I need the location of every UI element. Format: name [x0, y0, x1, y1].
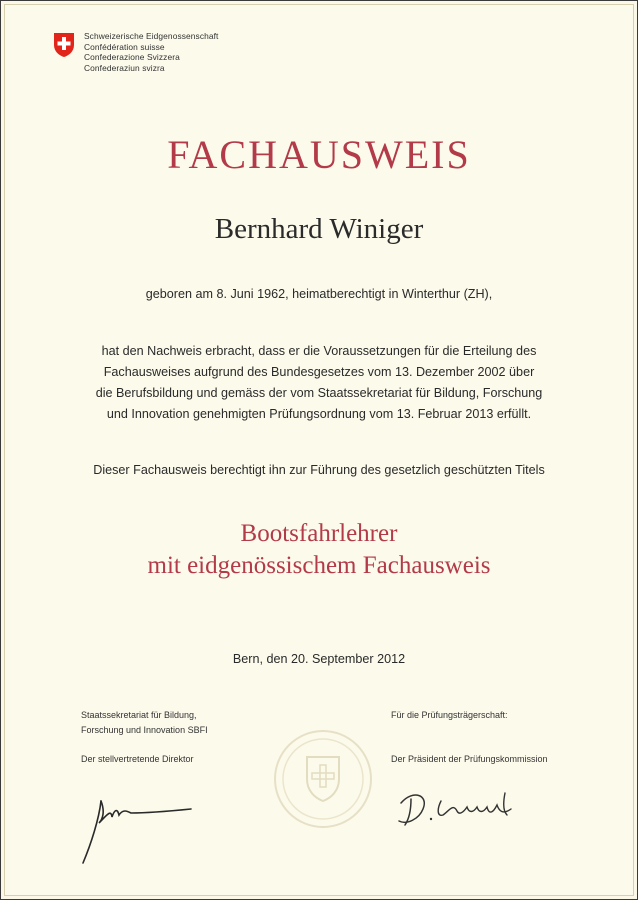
left-org-line: Staatssekretariat für Bildung, — [81, 710, 197, 720]
degree-title-line: Bootsfahrlehrer — [240, 520, 398, 547]
proof-line: die Berufsbildung und gemäss der vom Staatssekretariat für Bildung, Forschung — [95, 386, 543, 400]
degree-title-line: mit eidgenössischem Fachausweis — [147, 552, 491, 579]
proof-line: hat den Nachweis erbracht, dass er die Voraussetzungen für die Erteilung des — [101, 344, 537, 358]
embossed-seal-icon — [271, 727, 375, 831]
confederation-name-de: Schweizerische Eidgenossenschaft — [84, 31, 219, 41]
left-signature — [79, 789, 199, 869]
holder-name: Bernhard Winiger — [214, 213, 424, 245]
certificate-title: FACHAUSWEIS — [167, 132, 471, 177]
confederation-names — [84, 31, 218, 73]
birth-line: geboren am 8. Juni 1962, heimatberechtigt in Winterthur (ZH), — [145, 287, 493, 301]
certificate-paper — [4, 4, 634, 896]
proof-line: und Innovation genehmigten Prüfungsordnung vom 13. Februar 2013 erfüllt. — [106, 407, 532, 421]
confederation-name-fr: Confédération suisse — [84, 41, 165, 52]
left-signatory-role: Der stellvertretende Direktor — [81, 754, 194, 764]
swiss-cross-shield-icon — [53, 32, 75, 58]
left-org-line: Forschung und Innovation SBFI — [81, 724, 208, 735]
proof-line: Fachausweises aufgrund des Bundesgesetzes vom 13. Dezember 2002 über — [103, 365, 535, 379]
left-signatory-org — [81, 708, 281, 737]
right-signatory-org: Für die Prüfungsträgerschaft: — [391, 710, 508, 720]
degree-title — [5, 518, 633, 582]
confederation-name-rm: Confederaziun svizra — [84, 62, 165, 73]
place-date: Bern, den 20. September 2012 — [232, 652, 406, 666]
right-signatory-role: Der Präsident der Prüfungskommission — [391, 754, 548, 764]
confederation-name-it: Confederazione Svizzera — [84, 52, 180, 62]
right-signature — [393, 785, 533, 835]
entitles-line: Dieser Fachausweis berechtigt ihn zur Führung des gesetzlich geschützten Titels — [93, 463, 545, 477]
confederation-header — [53, 31, 218, 73]
proof-paragraph — [45, 341, 593, 425]
